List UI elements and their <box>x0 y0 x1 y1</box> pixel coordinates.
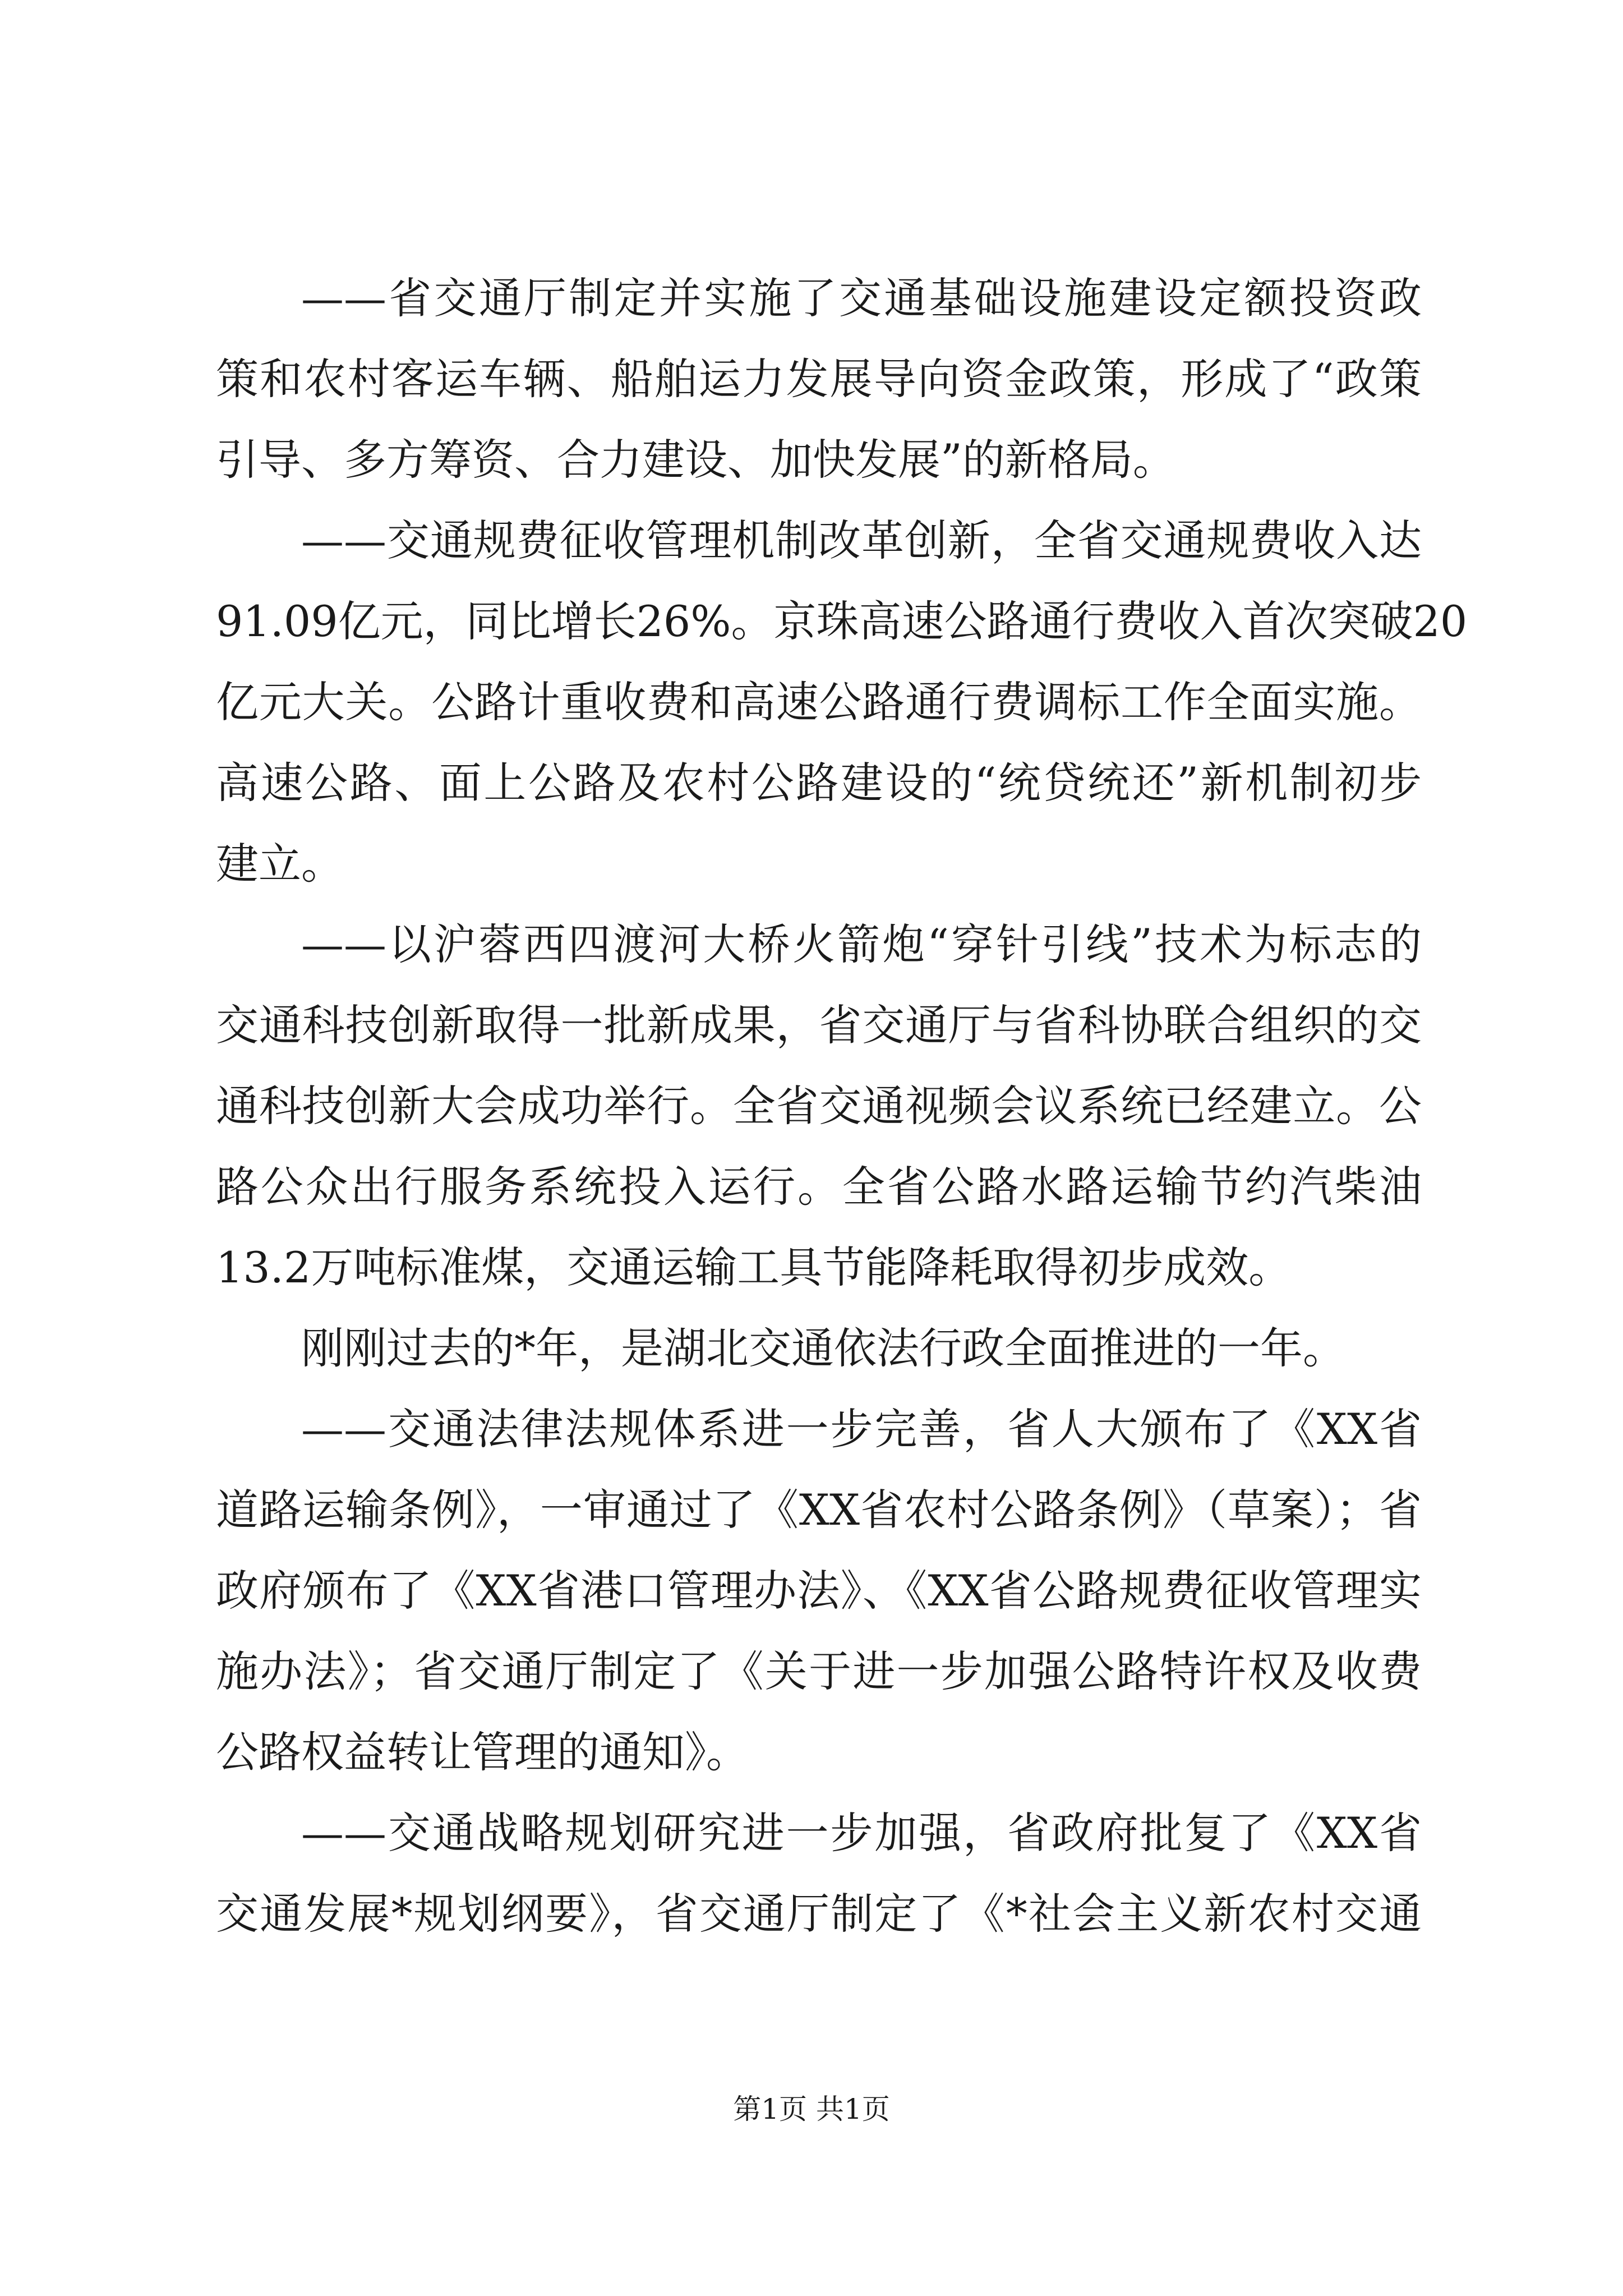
text-line: 施办法》；省交通厅制定了《关于进一步加强公路特许权及收费 <box>216 1646 1422 1696</box>
text-line: 策和农村客运车辆、船舶运力发展导向资金政策，形成了“政策 <box>216 354 1422 404</box>
text-line: 道路运输条例》，一审通过了《XX省农村公路条例》（草案）；省 <box>216 1485 1422 1535</box>
text-line: 公路权益转让管理的通知》。 <box>216 1727 749 1777</box>
text-line: 建立。 <box>216 839 344 889</box>
text-line: ——省交通厅制定并实施了交通基础设施建设定额投资政 <box>301 273 1422 323</box>
text-line: 交通科技创新取得一批新成果，省交通厅与省科协联合组织的交 <box>216 1000 1422 1050</box>
text-line: 通科技创新大会成功举行。全省交通视频会议系统已经建立。公 <box>216 1081 1422 1131</box>
document-body <box>216 258 1468 1954</box>
text-line: 路公众出行服务系统投入运行。全省公路水路运输节约汽柴油 <box>216 1162 1422 1212</box>
text-line: 引导、多方筹资、合力建设、加快发展”的新格局。 <box>216 435 1175 485</box>
text-line: 政府颁布了《XX省港口管理办法》、《XX省公路规费征收管理实 <box>216 1566 1422 1616</box>
text-line: 交通发展*规划纲要》，省交通厅制定了《*社会主义新农村交通 <box>216 1889 1422 1939</box>
text-line: 91.09亿元，同比增长26%。京珠高速公路通行费收入首次突破20 <box>216 596 1468 646</box>
text-line: 刚刚过去的*年，是湖北交通依法行政全面推进的一年。 <box>301 1323 1345 1373</box>
text-line: 13.2万吨标准煤，交通运输工具节能降耗取得初步成效。 <box>216 1243 1292 1292</box>
text-line: ——交通法律法规体系进一步完善，省人大颁布了《XX省 <box>301 1404 1422 1454</box>
text-line: ——交通战略规划研究进一步加强，省政府批复了《XX省 <box>301 1808 1422 1858</box>
text-line: ——交通规费征收管理机制改革创新，全省交通规费收入达 <box>301 516 1422 565</box>
text-line: 亿元大关。公路计重收费和高速公路通行费调标工作全面实施。 <box>216 677 1422 727</box>
page-footer: 第1页 共1页 <box>733 2093 890 2125</box>
text-line: ——以沪蓉西四渡河大桥火箭炮“穿针引线”技术为标志的 <box>301 919 1422 969</box>
text-line: 高速公路、面上公路及农村公路建设的“统贷统还”新机制初步 <box>216 758 1422 808</box>
